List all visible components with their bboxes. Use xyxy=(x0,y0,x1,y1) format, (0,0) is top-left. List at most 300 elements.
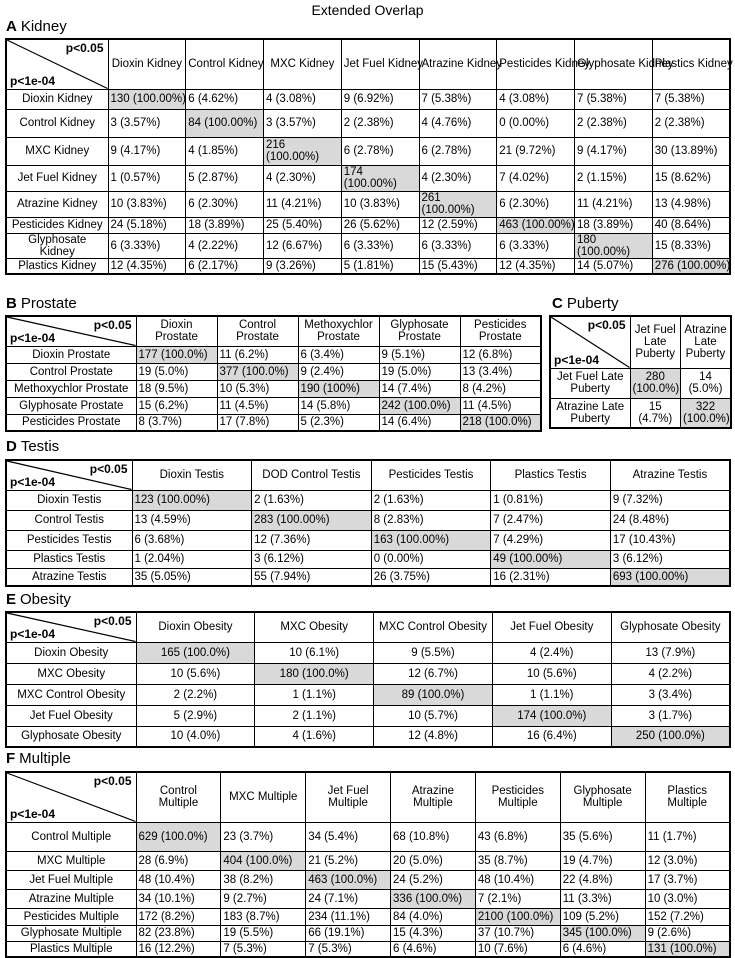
overlap-cell: 3 (6.12%) xyxy=(252,550,372,568)
row-header-atrazine-testis: Atrazine Testis xyxy=(6,568,132,586)
row-header-pesticides-kidney: Pesticides Kidney xyxy=(6,217,108,233)
column-header-glyphosate-kidney: Glyphosate Kidney xyxy=(575,39,653,89)
overlap-cell: 6 (2.30%) xyxy=(186,191,264,217)
overlap-cell: 35 (8.7%) xyxy=(475,851,560,870)
table-row xyxy=(6,908,730,925)
overlap-cell: 17 (3.7%) xyxy=(645,870,730,889)
overlap-cell: 6 (2.17%) xyxy=(186,258,264,274)
row-header-mxc-obesity: MXC Obesity xyxy=(6,663,136,684)
overlap-cell: 7 (5.3%) xyxy=(306,941,391,957)
column-header-jet-fuel-kidney: Jet Fuel Kidney xyxy=(341,39,419,89)
row-header-glyphosate-multiple: Glyphosate Multiple xyxy=(6,925,136,941)
table-row xyxy=(6,109,730,137)
overlap-cell: 4 (2.30%) xyxy=(264,165,342,191)
column-header-dioxin-obesity: Dioxin Obesity xyxy=(136,612,255,642)
threshold-upper-label: p<0.05 xyxy=(93,318,132,332)
self-overlap-cell: 463 (100.00%) xyxy=(497,217,575,233)
self-overlap-cell: 242 (100.0%) xyxy=(379,397,460,414)
overlap-cell: 10 (3.83%) xyxy=(108,191,186,217)
header-row xyxy=(6,772,730,822)
row-header-jet-fuel-multiple: Jet Fuel Multiple xyxy=(6,870,136,889)
table-row xyxy=(6,568,730,586)
overlap-cell: 3 (1.7%) xyxy=(611,705,730,726)
overlap-cell: 13 (4.59%) xyxy=(132,510,252,530)
overlap-cell: 172 (8.2%) xyxy=(136,908,221,925)
section-title-obesity: E Obesity xyxy=(6,591,71,608)
row-header-dioxin-prostate: Dioxin Prostate xyxy=(6,346,136,363)
self-overlap-cell: 131 (100.0%) xyxy=(645,941,730,957)
overlap-cell: 25 (5.40%) xyxy=(264,217,342,233)
column-header-atrazine-testis: Atrazine Testis xyxy=(610,460,730,490)
row-header-methoxychlor-prostate: Methoxychlor Prostate xyxy=(6,380,136,397)
overlap-cell: 6 (2.78%) xyxy=(419,137,497,165)
multiple-overlap-table xyxy=(5,771,731,958)
overlap-cell: 8 (3.7%) xyxy=(136,414,217,431)
overlap-cell: 37 (10.7%) xyxy=(475,925,560,941)
overlap-cell: 11 (4.5%) xyxy=(460,397,541,414)
self-overlap-cell: 345 (100.0%) xyxy=(560,925,645,941)
self-overlap-cell: 130 (100.00%) xyxy=(108,89,186,109)
self-overlap-cell: 322 (100.0%) xyxy=(681,398,732,428)
overlap-cell: 48 (10.4%) xyxy=(475,870,560,889)
overlap-cell: 26 (3.75%) xyxy=(371,568,491,586)
overlap-cell: 14 (5.07%) xyxy=(575,258,653,274)
column-header-atrazine-late-puberty: Atrazine Late Puberty xyxy=(681,316,732,368)
overlap-cell: 9 (2.6%) xyxy=(645,925,730,941)
overlap-cell: 109 (5.2%) xyxy=(560,908,645,925)
overlap-cell: 26 (5.62%) xyxy=(341,217,419,233)
row-header-atrazine-multiple: Atrazine Multiple xyxy=(6,889,136,908)
overlap-cell: 7 (5.38%) xyxy=(575,89,653,109)
self-overlap-cell: 174 (100.0%) xyxy=(492,705,611,726)
row-header-dioxin-obesity: Dioxin Obesity xyxy=(6,642,136,663)
overlap-cell: 6 (4.6%) xyxy=(391,941,476,957)
column-header-atrazine-kidney: Atrazine Kidney xyxy=(419,39,497,89)
overlap-cell: 34 (5.4%) xyxy=(306,822,391,851)
overlap-cell: 11 (6.2%) xyxy=(217,346,298,363)
overlap-cell: 12 (3.0%) xyxy=(645,851,730,870)
section-title-prostate: B Prostate xyxy=(6,295,77,312)
overlap-cell: 17 (7.8%) xyxy=(217,414,298,431)
overlap-cell: 2 (1.63%) xyxy=(252,490,372,510)
overlap-cell: 10 (5.6%) xyxy=(136,663,255,684)
self-overlap-cell: 89 (100.0%) xyxy=(374,684,493,705)
table-row xyxy=(6,550,730,568)
self-overlap-cell: 218 (100.0%) xyxy=(460,414,541,431)
column-header-pesticides-kidney: Pesticides Kidney xyxy=(497,39,575,89)
overlap-cell: 11 (3.3%) xyxy=(560,889,645,908)
overlap-cell: 15 (6.2%) xyxy=(136,397,217,414)
overlap-cell: 6 (3.4%) xyxy=(298,346,379,363)
row-header-jet-fuel-kidney: Jet Fuel Kidney xyxy=(6,165,108,191)
overlap-cell: 19 (4.7%) xyxy=(560,851,645,870)
overlap-cell: 183 (8.7%) xyxy=(221,908,306,925)
overlap-cell: 66 (19.1%) xyxy=(306,925,391,941)
self-overlap-cell: 84 (100.00%) xyxy=(186,109,264,137)
self-overlap-cell: 404 (100.0%) xyxy=(221,851,306,870)
overlap-cell: 4 (1.6%) xyxy=(255,726,374,747)
row-header-plastics-kidney: Plastics Kidney xyxy=(6,258,108,274)
column-header-pesticides-testis: Pesticides Testis xyxy=(371,460,491,490)
overlap-cell: 18 (3.89%) xyxy=(186,217,264,233)
table-row xyxy=(6,258,730,274)
header-row xyxy=(6,39,730,89)
overlap-cell: 19 (5.0%) xyxy=(379,363,460,380)
table-row xyxy=(6,705,730,726)
overlap-cell: 5 (1.81%) xyxy=(341,258,419,274)
self-overlap-cell: 693 (100.00%) xyxy=(610,568,730,586)
overlap-cell: 10 (5.6%) xyxy=(492,663,611,684)
overlap-cell: 7 (2.1%) xyxy=(475,889,560,908)
overlap-cell: 82 (23.8%) xyxy=(136,925,221,941)
overlap-cell: 6 (4.6%) xyxy=(560,941,645,957)
overlap-cell: 1 (0.57%) xyxy=(108,165,186,191)
section-title-testis: D Testis xyxy=(6,438,60,455)
table-row xyxy=(6,642,730,663)
row-header-glyphosate-obesity: Glyphosate Obesity xyxy=(6,726,136,747)
overlap-cell: 43 (6.8%) xyxy=(475,822,560,851)
row-header-mxc-multiple: MXC Multiple xyxy=(6,851,136,870)
overlap-cell: 2 (2.38%) xyxy=(652,109,730,137)
overlap-cell: 9 (6.92%) xyxy=(341,89,419,109)
table-row xyxy=(6,490,730,510)
obesity-overlap-table xyxy=(5,611,731,748)
overlap-cell: 7 (4.02%) xyxy=(497,165,575,191)
kidney-overlap-table xyxy=(5,38,731,275)
table-row xyxy=(6,191,730,217)
overlap-cell: 10 (5.7%) xyxy=(374,705,493,726)
overlap-cell: 1 (0.81%) xyxy=(491,490,611,510)
overlap-cell: 84 (4.0%) xyxy=(391,908,476,925)
overlap-cell: 14 (6.4%) xyxy=(379,414,460,431)
table-row xyxy=(6,941,730,957)
column-header-control-multiple: Control Multiple xyxy=(136,772,221,822)
row-header-atrazine-late-puberty: Atrazine Late Puberty xyxy=(550,398,630,428)
column-header-jet-fuel-obesity: Jet Fuel Obesity xyxy=(492,612,611,642)
column-header-pesticides-prostate: Pesticides Prostate xyxy=(460,316,541,346)
overlap-cell: 3 (3.4%) xyxy=(611,684,730,705)
overlap-cell: 5 (2.87%) xyxy=(186,165,264,191)
overlap-cell: 15 (4.7%) xyxy=(630,398,681,428)
overlap-cell: 2 (2.2%) xyxy=(136,684,255,705)
overlap-cell: 4 (2.4%) xyxy=(492,642,611,663)
overlap-cell: 15 (8.62%) xyxy=(652,165,730,191)
overlap-cell: 48 (10.4%) xyxy=(136,870,221,889)
row-header-plastics-multiple: Plastics Multiple xyxy=(6,941,136,957)
overlap-cell: 1 (2.04%) xyxy=(132,550,252,568)
threshold-upper-label: p<0.05 xyxy=(93,614,132,628)
table-row xyxy=(6,380,541,397)
overlap-cell: 8 (2.83%) xyxy=(371,510,491,530)
overlap-cell: 2 (2.38%) xyxy=(341,109,419,137)
overlap-cell: 23 (3.7%) xyxy=(221,822,306,851)
overlap-cell: 9 (2.4%) xyxy=(298,363,379,380)
threshold-lower-label: p<1e-04 xyxy=(10,806,56,821)
threshold-upper-label: p<0.05 xyxy=(587,318,626,332)
table-row xyxy=(6,363,541,380)
overlap-cell: 9 (2.7%) xyxy=(221,889,306,908)
threshold-upper-label: p<0.05 xyxy=(93,774,132,788)
column-header-plastics-kidney: Plastics Kidney xyxy=(652,39,730,89)
row-header-plastics-testis: Plastics Testis xyxy=(6,550,132,568)
overlap-cell: 20 (5.0%) xyxy=(391,851,476,870)
overlap-cell: 9 (5.1%) xyxy=(379,346,460,363)
overlap-cell: 3 (6.12%) xyxy=(610,550,730,568)
overlap-cell: 6 (2.78%) xyxy=(341,137,419,165)
column-header-mxc-control-obesity: MXC Control Obesity xyxy=(374,612,493,642)
self-overlap-cell: 261 (100.00%) xyxy=(419,191,497,217)
overlap-cell: 10 (7.6%) xyxy=(475,941,560,957)
table-row xyxy=(6,397,541,414)
threshold-corner xyxy=(550,316,630,368)
row-header-atrazine-kidney: Atrazine Kidney xyxy=(6,191,108,217)
overlap-cell: 14 (7.4%) xyxy=(379,380,460,397)
overlap-cell: 6 (3.33%) xyxy=(419,233,497,258)
self-overlap-cell: 377 (100.0%) xyxy=(217,363,298,380)
overlap-cell: 17 (10.43%) xyxy=(610,530,730,550)
table-row xyxy=(6,684,730,705)
threshold-lower-label: p<1e-04 xyxy=(10,330,56,345)
column-header-jet-fuel-multiple: Jet Fuel Multiple xyxy=(306,772,391,822)
overlap-cell: 21 (9.72%) xyxy=(497,137,575,165)
self-overlap-cell: 2100 (100.0%) xyxy=(475,908,560,925)
self-overlap-cell: 629 (100.0%) xyxy=(136,822,221,851)
overlap-cell: 3 (3.57%) xyxy=(264,109,342,137)
row-header-jet-fuel-late-puberty: Jet Fuel Late Puberty xyxy=(550,368,630,398)
row-header-pesticides-multiple: Pesticides Multiple xyxy=(6,908,136,925)
overlap-cell: 4 (2.2%) xyxy=(611,663,730,684)
overlap-cell: 9 (4.17%) xyxy=(575,137,653,165)
table-row xyxy=(6,137,730,165)
threshold-upper-label: p<0.05 xyxy=(89,462,128,476)
overlap-cell: 13 (7.9%) xyxy=(611,642,730,663)
row-header-glyphosate-kidney: Glyphosate Kidney xyxy=(6,233,108,258)
overlap-cell: 7 (5.38%) xyxy=(419,89,497,109)
overlap-cell: 6 (3.33%) xyxy=(497,233,575,258)
overlap-cell: 9 (7.32%) xyxy=(610,490,730,510)
overlap-cell: 16 (2.31%) xyxy=(491,568,611,586)
overlap-cell: 4 (2.30%) xyxy=(419,165,497,191)
column-header-dioxin-prostate: Dioxin Prostate xyxy=(136,316,217,346)
row-header-control-testis: Control Testis xyxy=(6,510,132,530)
overlap-cell: 10 (3.0%) xyxy=(645,889,730,908)
row-header-pesticides-testis: Pesticides Testis xyxy=(6,530,132,550)
row-header-glyphosate-prostate: Glyphosate Prostate xyxy=(6,397,136,414)
overlap-cell: 2 (1.15%) xyxy=(575,165,653,191)
threshold-lower-label: p<1e-04 xyxy=(10,73,56,88)
row-header-dioxin-kidney: Dioxin Kidney xyxy=(6,89,108,109)
overlap-cell: 11 (4.5%) xyxy=(217,397,298,414)
overlap-cell: 2 (1.1%) xyxy=(255,705,374,726)
overlap-cell: 10 (6.1%) xyxy=(255,642,374,663)
column-header-glyphosate-obesity: Glyphosate Obesity xyxy=(611,612,730,642)
overlap-cell: 2 (2.38%) xyxy=(575,109,653,137)
threshold-corner xyxy=(6,772,136,822)
table-row xyxy=(6,346,541,363)
overlap-cell: 6 (3.33%) xyxy=(341,233,419,258)
overlap-cell: 24 (7.1%) xyxy=(306,889,391,908)
overlap-cell: 7 (5.3%) xyxy=(221,941,306,957)
overlap-cell: 152 (7.2%) xyxy=(645,908,730,925)
overlap-cell: 2 (1.63%) xyxy=(371,490,491,510)
overlap-cell: 15 (8.33%) xyxy=(652,233,730,258)
row-header-control-prostate: Control Prostate xyxy=(6,363,136,380)
self-overlap-cell: 180 (100.0%) xyxy=(255,663,374,684)
overlap-cell: 12 (6.8%) xyxy=(460,346,541,363)
overlap-cell: 24 (5.2%) xyxy=(391,870,476,889)
overlap-cell: 14 (5.8%) xyxy=(298,397,379,414)
section-title-puberty: C Puberty xyxy=(552,295,619,312)
column-header-pesticides-multiple: Pesticides Multiple xyxy=(475,772,560,822)
overlap-cell: 9 (4.17%) xyxy=(108,137,186,165)
overlap-cell: 24 (8.48%) xyxy=(610,510,730,530)
table-row xyxy=(6,165,730,191)
self-overlap-cell: 463 (100.0%) xyxy=(306,870,391,889)
overlap-cell: 13 (3.4%) xyxy=(460,363,541,380)
overlap-cell: 7 (4.29%) xyxy=(491,530,611,550)
column-header-glyphosate-prostate: Glyphosate Prostate xyxy=(379,316,460,346)
overlap-cell: 10 (5.3%) xyxy=(217,380,298,397)
prostate-overlap-table xyxy=(5,315,542,432)
overlap-cell: 11 (4.21%) xyxy=(575,191,653,217)
overlap-cell: 68 (10.8%) xyxy=(391,822,476,851)
overlap-cell: 9 (3.26%) xyxy=(264,258,342,274)
overlap-cell: 4 (4.76%) xyxy=(419,109,497,137)
overlap-cell: 6 (4.62%) xyxy=(186,89,264,109)
overlap-cell: 12 (2.59%) xyxy=(419,217,497,233)
overlap-cell: 12 (4.8%) xyxy=(374,726,493,747)
overlap-cell: 1 (1.1%) xyxy=(492,684,611,705)
threshold-lower-label: p<1e-04 xyxy=(554,352,600,367)
column-header-mxc-multiple: MXC Multiple xyxy=(221,772,306,822)
overlap-cell: 35 (5.05%) xyxy=(132,568,252,586)
overlap-cell: 4 (3.08%) xyxy=(264,89,342,109)
overlap-cell: 19 (5.0%) xyxy=(136,363,217,380)
self-overlap-cell: 174 (100.00%) xyxy=(341,165,419,191)
column-header-dod-control-testis: DOD Control Testis xyxy=(252,460,372,490)
column-header-methoxychlor-prostate: Methoxychlor Prostate xyxy=(298,316,379,346)
overlap-cell: 11 (4.21%) xyxy=(264,191,342,217)
overlap-cell: 12 (6.67%) xyxy=(264,233,342,258)
testis-overlap-table xyxy=(5,459,731,587)
self-overlap-cell: 123 (100.00%) xyxy=(132,490,252,510)
threshold-upper-label: p<0.05 xyxy=(65,41,104,55)
overlap-cell: 12 (7.36%) xyxy=(252,530,372,550)
overlap-cell: 38 (8.2%) xyxy=(221,870,306,889)
self-overlap-cell: 276 (100.00%) xyxy=(652,258,730,274)
overlap-cell: 24 (5.18%) xyxy=(108,217,186,233)
overlap-cell: 19 (5.5%) xyxy=(221,925,306,941)
overlap-cell: 6 (3.33%) xyxy=(108,233,186,258)
table-row xyxy=(6,414,541,431)
column-header-control-prostate: Control Prostate xyxy=(217,316,298,346)
overlap-cell: 8 (4.2%) xyxy=(460,380,541,397)
row-header-jet-fuel-obesity: Jet Fuel Obesity xyxy=(6,705,136,726)
self-overlap-cell: 280 (100.0%) xyxy=(630,368,681,398)
page-title: Extended Overlap xyxy=(311,2,424,18)
section-title-multiple: F Multiple xyxy=(6,750,71,767)
column-header-atrazine-multiple: Atrazine Multiple xyxy=(391,772,476,822)
table-row xyxy=(6,530,730,550)
table-row xyxy=(6,925,730,941)
overlap-cell: 55 (7.94%) xyxy=(252,568,372,586)
overlap-cell: 14 (5.0%) xyxy=(681,368,732,398)
overlap-cell: 11 (1.7%) xyxy=(645,822,730,851)
overlap-cell: 34 (10.1%) xyxy=(136,889,221,908)
self-overlap-cell: 165 (100.0%) xyxy=(136,642,255,663)
threshold-corner xyxy=(6,39,108,89)
overlap-cell: 10 (3.83%) xyxy=(341,191,419,217)
threshold-corner xyxy=(6,460,132,490)
overlap-cell: 22 (4.8%) xyxy=(560,870,645,889)
overlap-cell: 5 (2.3%) xyxy=(298,414,379,431)
self-overlap-cell: 49 (100.00%) xyxy=(491,550,611,568)
overlap-cell: 4 (1.85%) xyxy=(186,137,264,165)
table-row xyxy=(6,726,730,747)
overlap-cell: 3 (3.57%) xyxy=(108,109,186,137)
column-header-mxc-kidney: MXC Kidney xyxy=(264,39,342,89)
threshold-lower-label: p<1e-04 xyxy=(10,626,56,641)
table-row xyxy=(6,510,730,530)
overlap-cell: 12 (4.35%) xyxy=(497,258,575,274)
row-header-mxc-control-obesity: MXC Control Obesity xyxy=(6,684,136,705)
threshold-corner xyxy=(6,316,136,346)
overlap-cell: 5 (2.9%) xyxy=(136,705,255,726)
header-row xyxy=(6,316,541,346)
table-row xyxy=(6,89,730,109)
overlap-cell: 28 (6.9%) xyxy=(136,851,221,870)
overlap-cell: 0 (0.00%) xyxy=(497,109,575,137)
self-overlap-cell: 190 (100%) xyxy=(298,380,379,397)
column-header-plastics-multiple: Plastics Multiple xyxy=(645,772,730,822)
table-row xyxy=(6,822,730,851)
self-overlap-cell: 216 (100.00%) xyxy=(264,137,342,165)
overlap-cell: 35 (5.6%) xyxy=(560,822,645,851)
row-header-control-kidney: Control Kidney xyxy=(6,109,108,137)
table-row xyxy=(6,217,730,233)
table-row xyxy=(6,851,730,870)
overlap-cell: 40 (8.64%) xyxy=(652,217,730,233)
self-overlap-cell: 163 (100.00%) xyxy=(371,530,491,550)
overlap-cell: 21 (5.2%) xyxy=(306,851,391,870)
overlap-cell: 9 (5.5%) xyxy=(374,642,493,663)
table-row xyxy=(550,398,731,428)
overlap-cell: 12 (6.7%) xyxy=(374,663,493,684)
overlap-cell: 18 (9.5%) xyxy=(136,380,217,397)
section-title-kidney: A Kidney xyxy=(6,18,67,35)
overlap-cell: 6 (2.30%) xyxy=(497,191,575,217)
header-row xyxy=(550,316,731,368)
overlap-cell: 13 (4.98%) xyxy=(652,191,730,217)
header-row xyxy=(6,612,730,642)
column-header-dioxin-testis: Dioxin Testis xyxy=(132,460,252,490)
table-row xyxy=(550,368,731,398)
column-header-jet-fuel-late-puberty: Jet Fuel Late Puberty xyxy=(630,316,681,368)
overlap-cell: 1 (1.1%) xyxy=(255,684,374,705)
overlap-cell: 6 (3.68%) xyxy=(132,530,252,550)
overlap-cell: 15 (5.43%) xyxy=(419,258,497,274)
puberty-overlap-table xyxy=(549,315,732,429)
overlap-cell: 4 (3.08%) xyxy=(497,89,575,109)
self-overlap-cell: 336 (100.0%) xyxy=(391,889,476,908)
header-row xyxy=(6,460,730,490)
column-header-dioxin-kidney: Dioxin Kidney xyxy=(108,39,186,89)
overlap-cell: 234 (11.1%) xyxy=(306,908,391,925)
threshold-lower-label: p<1e-04 xyxy=(10,474,56,489)
self-overlap-cell: 177 (100.0%) xyxy=(136,346,217,363)
overlap-cell: 18 (3.89%) xyxy=(575,217,653,233)
column-header-control-kidney: Control Kidney xyxy=(186,39,264,89)
